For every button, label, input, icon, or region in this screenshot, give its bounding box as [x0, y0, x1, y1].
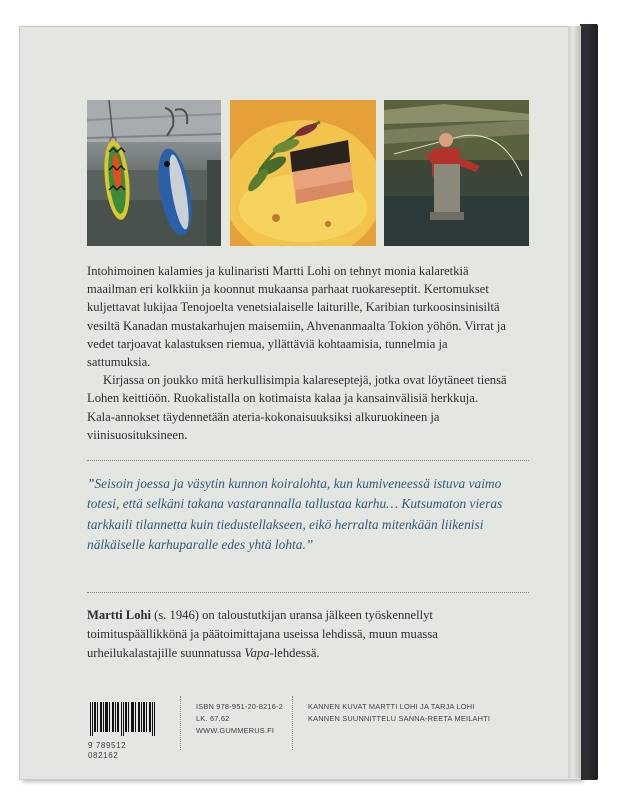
design-credits: KANNEN SUUNNITTELU SANNA-REETA MEILAHTI — [308, 714, 491, 723]
barcode-bars — [88, 702, 158, 736]
book-spine-hinge — [568, 26, 580, 778]
divider-bottom — [87, 592, 529, 593]
book-excerpt-quote: ”Seisoin joessa ja väsytin kunnon koiralohta, kun kumiveneessä istuva vaimo totesi, että selkäni takana vastarannalla tallustaa karhu… Kutsumaton vieras tarkkaili tilannetta kuin tiedustellakseen, eikö herralta mitenkään liikenisi nälkäiselle karhuparalle edes yhtä lohta.” — [87, 476, 503, 553]
author-bio-end: -lehdessä. — [269, 645, 320, 660]
book-page-edges — [580, 24, 598, 780]
publication-info — [196, 701, 283, 737]
salmon-dish-photo — [230, 100, 376, 246]
fishing-lures-photo — [87, 100, 221, 246]
description-paragraph-1: Intohimoinen kalamies ja kulinaristi Martti Lohi on tehnyt monia kalaretkiä maailman eri kolkkiin ja koonnut mukaansa parhaat ruokareseptit. Kertomukset kuljettavat lukijaa Tenojoelta venetsialaiselle laiturille, Karibian turkoosinsinisiltä vesiltä Kanadan mustakarhujen maisemiin, Ahvenanmaalta Tokion yöhön. Virrat ja vedet tarjoavat kalastuksen riemua, yllättäviä kohtaamisia, tunnelmia ja sattumuksia. — [87, 264, 506, 370]
cover-credits — [308, 701, 490, 725]
book-description — [87, 262, 507, 444]
isbn-barcode — [88, 702, 158, 760]
isbn-text: ISBN 978-951-20-8216-2 — [196, 702, 283, 711]
magazine-name: Vapa — [244, 645, 270, 660]
angler-in-river-photo — [384, 100, 529, 246]
description-paragraph-2: Kirjassa on joukko mitä herkullisimpia kalareseptejä, jotka ovat löytäneet tiensä Lohen keittiöön. Ruokalistalla on kotimaista kalaa ja kansainvälisiä herkkuja. Kala-annokset täydennetään ateria-kokonaisuuksiksi alkuruokineen ja viinisuosituksineen. — [87, 373, 507, 442]
author-bio-text: (s. 1946) on taloustutkijan uransa jälkeen työskennellyt toimituspäällikkönä ja päätoimittajana useissa lehdissä, muun muassa urheilukalastajille suunnatussa — [87, 608, 438, 660]
publisher-website: WWW.GUMMERUS.FI — [196, 726, 275, 735]
author-name: Martti Lohi — [87, 608, 152, 622]
photo-credits: KANNEN KUVAT MARTTI LOHI JA TARJA LOHI — [308, 702, 475, 711]
barcode-number: 9 789512 082162 — [88, 741, 127, 760]
divider-top — [87, 460, 529, 461]
classification-text: LK. 67.62 — [196, 714, 230, 723]
footer-separator-2 — [292, 696, 293, 750]
author-bio — [87, 606, 527, 662]
footer-separator-1 — [180, 696, 181, 750]
